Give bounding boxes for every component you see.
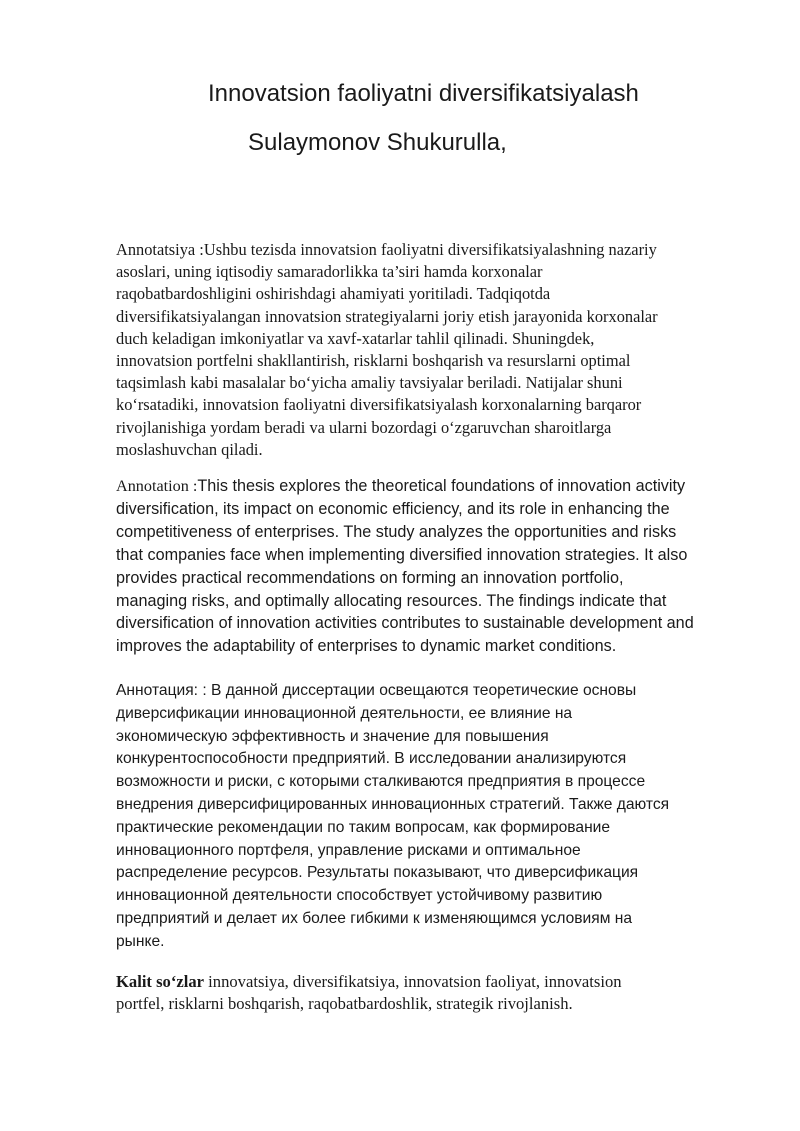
annotation-en-label: Annotation :: [116, 477, 198, 495]
annotation-ru-line: возможности и риски, с которыми сталкиваются предприятия в процессе: [116, 773, 646, 791]
keywords-line: portfel, risklarni boshqarish, raqobatbardoshlik, strategik rivojlanish.: [116, 994, 573, 1014]
annotation-ru-line: экономическую эффективность и значение для повышения: [116, 727, 549, 745]
annotation-en-line: that companies face when implementing diversified innovation strategies. It also: [116, 545, 688, 564]
annotation-en-line: competitiveness of enterprises. The study analyzes the opportunities and risks: [116, 522, 677, 541]
annotation-en-line: provides practical recommendations on forming an innovation portfolio,: [116, 568, 624, 587]
annotation-ru-line: рынке.: [116, 932, 165, 950]
annotation-ru-label: Аннотация: :: [116, 682, 207, 699]
annotation-ru-line: распределение ресурсов. Результаты показывают, что диверсификация: [116, 864, 639, 882]
annotation-ru-line: конкурентоспособности предприятий. В исследовании анализируются: [116, 750, 627, 768]
annotation-en-line: Annotation :This thesis explores the theoretical foundations of innovation activity: [116, 477, 686, 495]
annotation-uz-label: Annotatsiya :: [116, 240, 204, 259]
annotation-uz-line: taqsimlash kabi masalalar bo‘yicha amaliy tavsiyalar beriladi. Natijalar shuni: [116, 373, 623, 393]
keywords-paragraph: [116, 971, 756, 1016]
annotation-ru-line: диверсификации инновационной деятельности, ее влияние на: [116, 704, 573, 722]
annotation-ru-paragraph: [116, 680, 756, 954]
keywords-line: Kalit so‘zlar innovatsiya, diversifikatsiya, innovatsion faoliyat, innovatsion: [116, 972, 622, 991]
keywords-label: Kalit so‘zlar: [116, 972, 205, 991]
annotation-en-paragraph: [116, 475, 756, 658]
annotation-ru-line: предприятий и делает их более гибкими к изменяющимся условиям на: [116, 909, 633, 927]
annotation-en-line: diversification, its impact on economic efficiency, and its role in enhancing the: [116, 499, 670, 518]
annotation-uz-line: duch keladigan imkoniyatlar va xavf-xatarlar tahlil qilinadi. Shuningdek,: [116, 328, 595, 348]
document-title: Innovatsion faoliyatni diversifikatsiyalash: [208, 80, 639, 107]
annotation-uz-line: rivojlanishiga yordam beradi va ularni bozordagi o‘zgaruvchan sharoitlarga: [116, 417, 612, 437]
annotation-uz-line: diversifikatsiyalangan innovatsion strategiyalarni joriy etish jarayonida korxonalar: [116, 306, 658, 326]
annotation-uz-line: asoslari, uning iqtisodiy samaradorlikka ta’siri hamda korxonalar: [116, 262, 543, 282]
annotation-uz-line: moslashuvchan qiladi.: [116, 439, 263, 459]
annotation-uz-line: ko‘rsatadiki, innovatsion faoliyatni diversifikatsiyalash korxonalarning barqaror: [116, 395, 642, 415]
annotation-ru-line: внедрения диверсифицированных инновационных стратегий. Также даются: [116, 795, 670, 813]
annotation-uz-line: Annotatsiya :Ushbu tezisda innovatsion faoliyatni diversifikatsiyalashning nazariy: [116, 240, 657, 259]
annotation-uz-paragraph: [116, 239, 756, 461]
annotation-ru-line: инновационного портфеля, управление рисками и оптимальное: [116, 841, 581, 859]
annotation-ru-line: инновационной деятельности способствует устойчивому развитию: [116, 887, 603, 905]
annotation-en-line: managing risks, and optimally allocating resources. The findings indicate that: [116, 591, 667, 610]
annotation-uz-line: raqobatbardoshligini oshirishdagi ahamiyati yoritiladi. Tadqiqotda: [116, 284, 551, 304]
annotation-ru-line: Аннотация: : В данной диссертации освещаются теоретические основы: [116, 682, 637, 699]
author-name: Sulaymonov Shukurulla,: [248, 129, 507, 156]
annotation-en-line: diversification of innovation activities contributes to sustainable development and: [116, 614, 694, 633]
annotation-uz-line: innovatsion portfelni shakllantirish, risklarni boshqarish va resurslarni optimal: [116, 351, 631, 371]
annotation-ru-line: практические рекомендации по таким вопросам, как формирование: [116, 818, 611, 836]
annotation-en-line: improves the adaptability of enterprises to dynamic market conditions.: [116, 637, 617, 656]
